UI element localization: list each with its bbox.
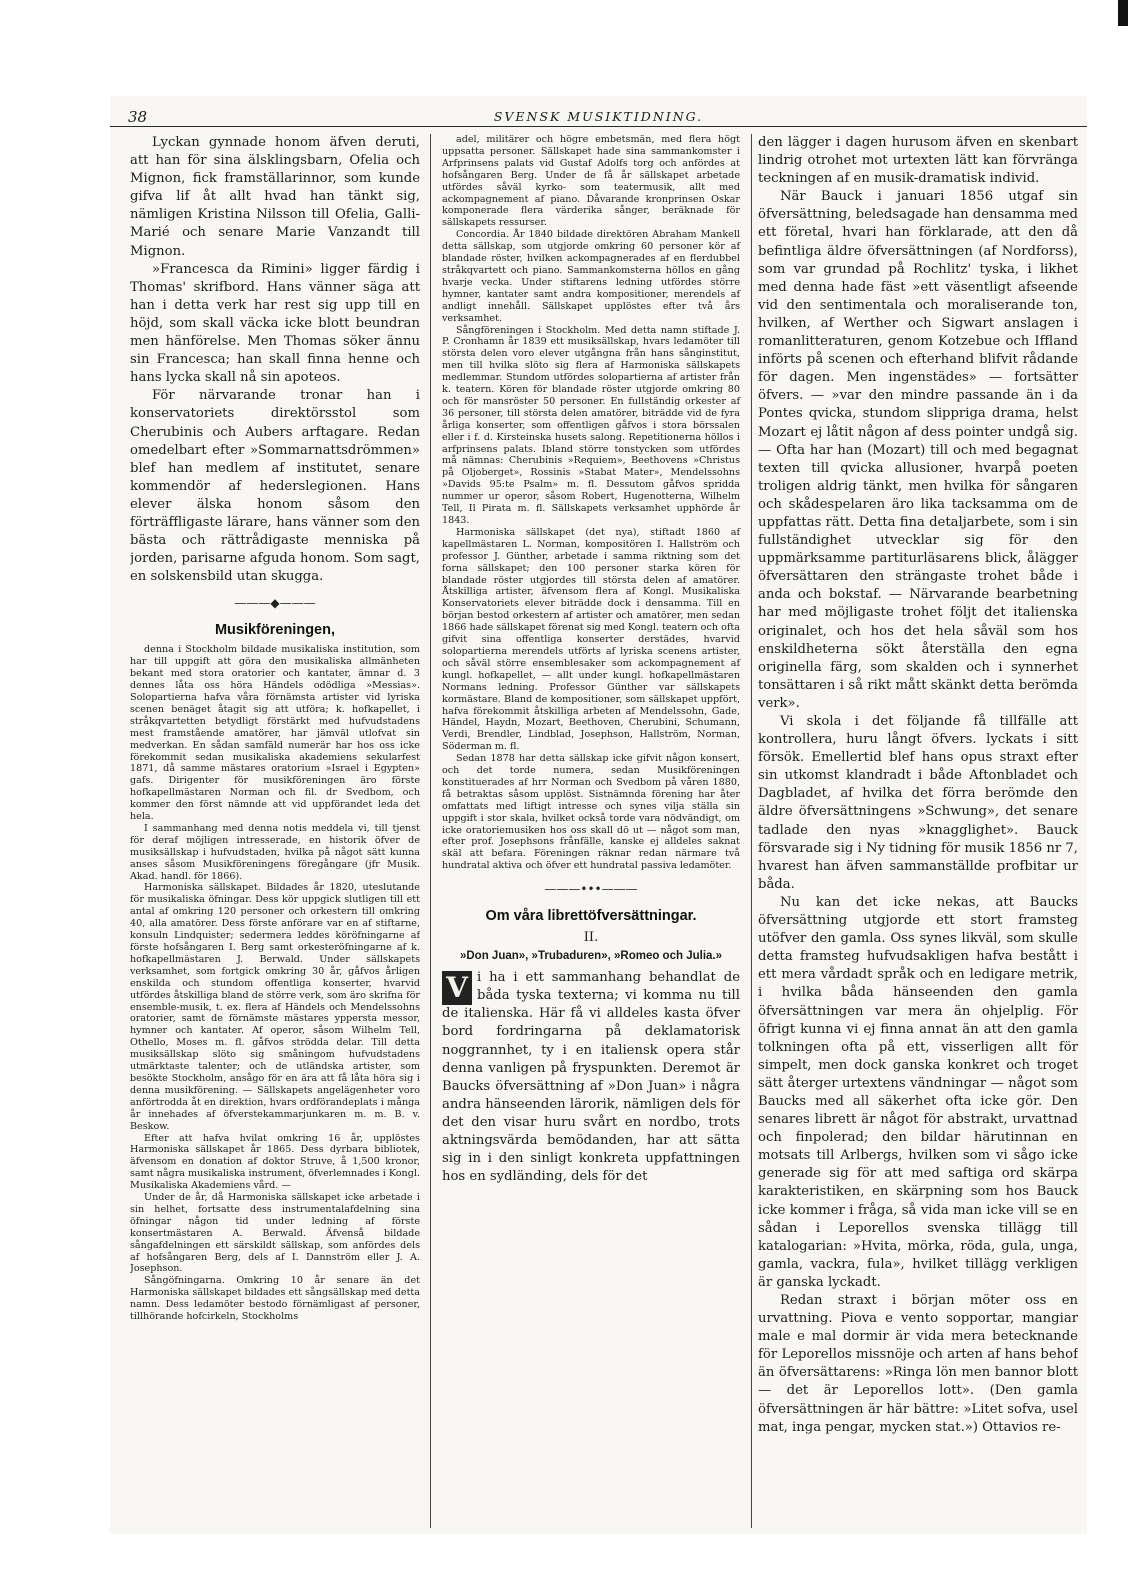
paragraph: Vi skola i det följande få tillfälle att kontrollera, huru långt öfvers. lyckats i sitt försök. Emellertid blef hans opus straxt efter sin utkomst klandradt i både Aftonbladet och Dagbladet, af hvilka det förra berömde den äldre öfversättningens »Schwung», det senare tadlade den nyas »knagglighet». Bauck försvarade sig i Ny tidning för musik 1856 nr 7, hvarest han äfven sammanställde profbitar ur båda. — [758, 714, 1078, 892]
section-roman-numeral: II. — [583, 930, 599, 946]
scan-corner-mark — [1118, 0, 1128, 26]
drop-cap: V — [442, 971, 472, 1005]
section-divider-ornament: ———•••——— — [544, 882, 638, 897]
section-divider-ornament: ———◆——— — [234, 596, 316, 611]
paragraph: »Francesca da Rimini» ligger färdig i Thomas' skrifbord. Hans vänner säga att han i detta verk har rest sig upp till en höjd, som skall väcka icke blott beundran men hänförelse. Men Thomas söker ännu sin Francesca; han skall finna henne och hans lycka skall nå sin apoteos. — [130, 261, 420, 386]
page-number: 38 — [128, 108, 148, 126]
paragraph: Lyckan gynnade honom äfven deruti, att han för sina älsklingsbarn, Ofelia och Mignon, fick framställarinnor, som kunde gifva lif åt allt hvad han tänkt sig, nämligen Kristina Nilsson till Ofelia, Galli-Marié och senare Marie Vanzandt till Mignon. — [130, 135, 420, 259]
newspaper-page — [110, 96, 1087, 1534]
paragraph: När Bauck i januari 1856 utgaf sin öfversättning, beledsagade han densamma med ett företal, hvari han förklarade, att den då befintliga äldre öfversättningen (af Nordforss), som var grundad på Rochlitz' tyska, i likhet med denna hade fäst »ett väsentligt afseende vid den sentimentala och moraliserande ton, hvilken, af Werther och Sigwart anslagen i romanlitteraturen, genom Kotzebue och Iffland införts på scenen och efterhand blifvit rådande för dagen. Men ingenstädes» — fortsätter öfvers. — »var den mindre passande än i da Pontes qvicka, stundom slippriga drama, helst Mozart ej låtit någon af dess pointer undgå sig. — Ofta har han (Mozart) till och med begagnat texten till qvicka allusioner, hvarpå poeten troligen aldrig tänkt, men hvilka för sångaren och skådespelaren äro lika tacksamma om de uppfattas rätt. Detta fina detaljarbete, som i sin fullständighet utvecklar sig för den uppmärksamme partiturläsarens blick, ålägger öfversättaren den strängaste trohet både i anda och bokstaf. — Närvarande bearbetning har med möjligaste trohet följt det italienska originalet, och hos det hela såväl som hos enskildheterna sökt återställa den egna originella färg, som skalden och i synnerhet tonsättaren i så rikt mått skänkt detta berömda verk». — [758, 189, 1078, 711]
libretto-article-opening — [442, 969, 740, 1186]
paragraph: i ha i ett sammanhang behandlat de båda tyska texterna; vi komma nu till de italienska. Här få vi alldeles kasta öfver bord fordringarna på deklamatorisk noggrannhet, ty i en italiensk opera står denna vanligen på fryspunkten. Deremot är Baucks öfversättning af »Don Juan» i några andra hänseenden lärorik, nämligen dels för det den visar huru svårt en nordbo, trots aktningsvärda bemödanden, har att sätta sig in i den sinligt konkreta uppfattningen hos en sydländing, dels för det — [442, 970, 740, 1185]
paragraph: Redan straxt i början möter oss en urvattning. Piova e vento sopportar, mangiar male e mal dormir är vida mera betecknande för Leporellos missnöje och arten af hans behof än öfversättarens: »Ringa lön men bannor blott — det är Leporellos lott». (Den gamla öfversättningen är här bättre: »Litet sofva, usel mat, inga pengar, mycken stat.») Ottavios re- — [758, 1293, 1078, 1435]
paragraph: Harmoniska sällskapet (det nya), stiftadt 1860 af kapellmästaren L. Norman, kompositören I. Hallström och professor J. Günther, arbetade i samma riktning som det forna sällskapet; den 100 personer starka kören för blandade röster utgjordes till största delen af amatörer. Åtskilliga artister, äfvensom flera af Kongl. Musikaliska Konservatoriets elever biträdde dock i densamma. Till en början bestod orkestern af artister och amatörer, men sedan 1866 hade sällskapet förenat sig med Kongl. teatern och ofta gifvit sina offentliga konserter derstädes, hvarvid solopartierna merendels utförts af lyriska scenens artister, och såväl större ensemblesaker som ackompagnement af kungl. hofkapellet, — allt under kungl. hofkapellmästaren Normans ledning. Professor Günther var sällskapets kormästare. Bland de kompositioner, som sällskapet uppfört, hafva förekommit åtskilliga arbeten af Mendelssohn, Gade, Händel, Haydn, Mozart, Beethoven, Cherubini, Schumann, Verdi, Brendler, Lindblad, Josephson, Hallström, Norman, Söderman m. fl. — [442, 526, 740, 753]
libretto-article-continued — [758, 134, 1078, 1437]
paragraph: Efter att hafva hvilat omkring 16 år, upplöstes Harmoniska sällskapet år 1865. Dess dyrbara bibliotek, äfvensom en donation af doktor Struve, å 1,500 kronor, samt några musikaliska instrument, öfverlemnades i Kongl. Musikaliska Akademiens vård. — — [130, 1132, 420, 1192]
section-subtitle: »Don Juan», »Trubaduren», »Romeo och Julia.» — [459, 950, 722, 963]
column-right — [758, 134, 1078, 1528]
column-left — [130, 134, 420, 1528]
paragraph: I sammanhang med denna notis meddela vi, till tjenst för deraf möjligen intresserade, en historik öfver de musiksällskap i hufvudstaden, hvilka på något sätt kunna anses såsom Musikföreningens föregångare (jfr Musik. Akad. handl. för 1866). — [130, 822, 420, 882]
musikforeningen-article-continued — [442, 134, 740, 872]
paragraph: den lägger i dagen hurusom äfven en skenbart lindrig otrohet mot urtexten lätt kan förvränga teckningen af en musik-dramatisk individ. — [758, 135, 1078, 187]
paragraph: Sedan 1878 har detta sällskap icke gifvit någon konsert, och det torde numera, sedan Musikföreningen konstituerades af hrr Norman och Svedbom på våren 1880, få betraktas såsom upplöst. Sistnämnda förening har åter omfattats med liftigt intresse och synes vilja ställa sin uppgift i stor skala, hvilket också torde vara nödvändigt, om icke oratoriemusiken hos oss skall dö ut — något som man, efter prof. Josephsons frånfälle, kanske ej alldeles saknat skäl att befara. Föreningen räknar redan närmare två hundratal aktiva och öfver ett hundratal passiva ledamöter. — [442, 753, 740, 872]
paragraph: Concordia. År 1840 bildade direktören Abraham Mankell detta sällskap, som utgjorde omkring 60 personer kör af blandade röster, hvilken ackompagnerades af en flerdubbel stråkqvartett och piano. Sammankomsterna höllos en gång hvarje vecka. Under stiftarens ledning utfördes större hymner, kantater samt andra kompositioner, merendels af andligt innehåll. Sällskapet upplöstes efter två års verksamhet. — [442, 229, 740, 324]
paragraph: adel, militärer och högre embetsmän, med flera högt uppsatta personer. Sällskapet hade sina sammankomster i Arfprinsens palats vid Gustaf Adolfs torg och anfördes at hofsångaren Berg. Under de få år sällskapet arbetade utfördes såväl kyrko- som teatermusik, allt med ackompagnement af piano. Dåvarande kronprinsen Oskar komponerade flera värderika sånger, beräknade för sällskapets ressurser. — [442, 134, 740, 229]
paragraph: Sångföreningen i Stockholm. Med detta namn stiftade J. P. Cronhamn år 1839 ett musiksällskap, hvars ledamöter till största delen voro elever utgångna från hans sånginstitut, men till hvilka slöto sig flera af Harmoniska sällskapets medlemmar. Stundom utfördes solopartierna af artister från k. teatern. Kören för blandade röster utgjorde omkring 80 och för mansröster 50 personer. En fullständig orkester af 36 personer, till största delen amatörer, biträdde vid de fyra årliga konserter, som offentligen gåfvos i stora börssalen eller i f. d. Kirsteinska husets salong. Repetitionerna höllos i arfprinsens palats. Ibland större tonstycken som utfördes må nämnas: Cherubinis »Requiem», Beethovens »Christus på Oljoberget», Rossinis »Stabat Mater», Mendelssohns »Davids 95:te Psalm» m. fl. Dessutom gåfvos spridda nummer ur operor, såsom Robert, Hugenotterna, Wilhelm Tell, Il Pirata m. fl. Sällskapets verksamhet upphörde år 1843. — [442, 324, 740, 526]
paragraph: Nu kan det icke nekas, att Baucks öfversättning utgjorde ett stort framsteg utöfver den gamla. Oss synes likväl, som skulle detta framsteg hufvudsakligen hafva bestått i ett mera vårdadt språk och en ledigare metrik, i hvilka båda hänseenden den gamla öfversättningen var mera än ohjelplig. För öfrigt kunna vi ej finna annat än att den gamla tolkningen ofta på ett, visserligen allt för simpelt, men dock ganska konkret och troget sätt återger urtextens vändningar — något som Baucks med all säkerhet ofta icke gör. Den senares librett är något för abstrakt, urvattnad och finpolerad; den bildar härutinnan en motsats till Arlbergs, hvilken som vi sågo icke generade sig för att med saftiga ord skärpa karakteristiken, en skärpning som hos Bauck icke kommer i fråga, så vida man icke vill se en sådan i Leporellos svenska tillägg till katalogarian: »Hvita, mörka, röda, gula, unga, gamla, vackra, fula», hvilket tillägg verkligen är ganska lyckadt. — [758, 894, 1078, 1290]
musikforeningen-article — [130, 644, 420, 1323]
section-heading-musikforeningen: Musikföreningen, — [214, 622, 336, 639]
thomas-article-end — [130, 134, 420, 586]
paragraph: För närvarande tronar han i konservatoriets direktörsstol som Cherubinis och Aubers arftagare. Redan omedelbart efter »Sommarnattsdrömmen» blef han medlem af institutet, senare kommendör af hederslegionen. Hans elever älska honom såsom den förträffligaste lärare, hans vänner som den bästa och rättrådigaste menniska på jorden, parisarne afguda honom. Som sagt, en solskensbild utan skugga. — [130, 388, 420, 585]
paragraph: Harmoniska sällskapet. Bildades år 1820, uteslutande för musikaliska öfningar. Dess kör uppgick slutligen till ett antal af omkring 120 personer och orkestern till omkring 40, alla amatörer. Dess förste anförare var en af stiftarne, konsuln Lindquister; sedermera leddes köröfningarne af förste hofsångaren I. Berg samt orkesteröfningarne af k. hofkapellmästaren J. Berwald. Under sällskapets verksamhet, som fortgick omkring 30 år, gåfvos årligen enskilda och stundom offentliga konserter, hvarvid utfördes åtskilliga bland de större verk, som äro skrifna för ensemble-musik, t. ex. flera af Händels och Mendelssohns oratorier, samt de förnämste mästares yppersta messor, hymner och kantater. Af operor, såsom Wilhelm Tell, Othello, Moses m. fl. gåfvos strödda delar. Till detta musiksällskap slöto sig småningom hufvudstadens utmärktaste talenter; och de utländska artister, som besökte Stockholm, ansågo för en ära att få låta höra sig i denna musikförening. — Sällskapets angelägenheter voro anförtrodda åt en direktion, hvars ordförandeplats i många år innehades af öfverstekammarjunkaren m. m. B. v. Beskow. — [130, 882, 420, 1132]
paragraph: Sångöfningarna. Omkring 10 år senare än det Harmoniska sällskapet bildades ett sångsällskap med detta namn. Dess ledamöter bestodo förnämligast af personer, tillhörande hofcirkeln, Stockholms — [130, 1275, 420, 1323]
running-title: SVENSK MUSIKTIDNING. — [493, 109, 704, 124]
column-middle — [430, 134, 752, 1528]
paragraph: Under de år, då Harmoniska sällskapet icke arbetade i sin helhet, fortsatte dess instrumentalafdelning sina öfningar någon tid under ledning af förste konsertmästaren A. Berwald. Äfvenså bildade sångafdelningen ett särskildt sällskap, som anfördes dels af hofsångaren Berg, dels af I. Dannström eller J. A. Josephson. — [130, 1192, 420, 1275]
page-header — [110, 96, 1087, 127]
section-heading-librettofversattningar: Om våra librettöfversättningar. — [485, 908, 697, 925]
paragraph: denna i Stockholm bildade musikaliska institution, som har till uppgift att göra den musikaliska allmänheten bekant med stora oratorier och kantater, ämnar d. 3 dennes låta oss höra Händels odödliga »Messias». Solopartierna hafva våra förnämsta artister vid lyriska scenen benäget åtagit sig att utföra; k. hofkapellet, i stråkqvartetten betydligt förstärkt med hufvudstadens mest framstående amatörer, har jämväl utlofvat sin medverkan. En sådan samfäld numerär har hos oss icke förekommit sedan musikaliska akademiens sekularfest 1871, då samme mästares oratorium »Israel i Egypten» gafs. Dirigenter för musikföreningen äro förste hofkapellmästaren Norman och fil. dr Svedbom, och kommer den först nämnde att vid uppförandet leda det hela. — [130, 644, 420, 823]
